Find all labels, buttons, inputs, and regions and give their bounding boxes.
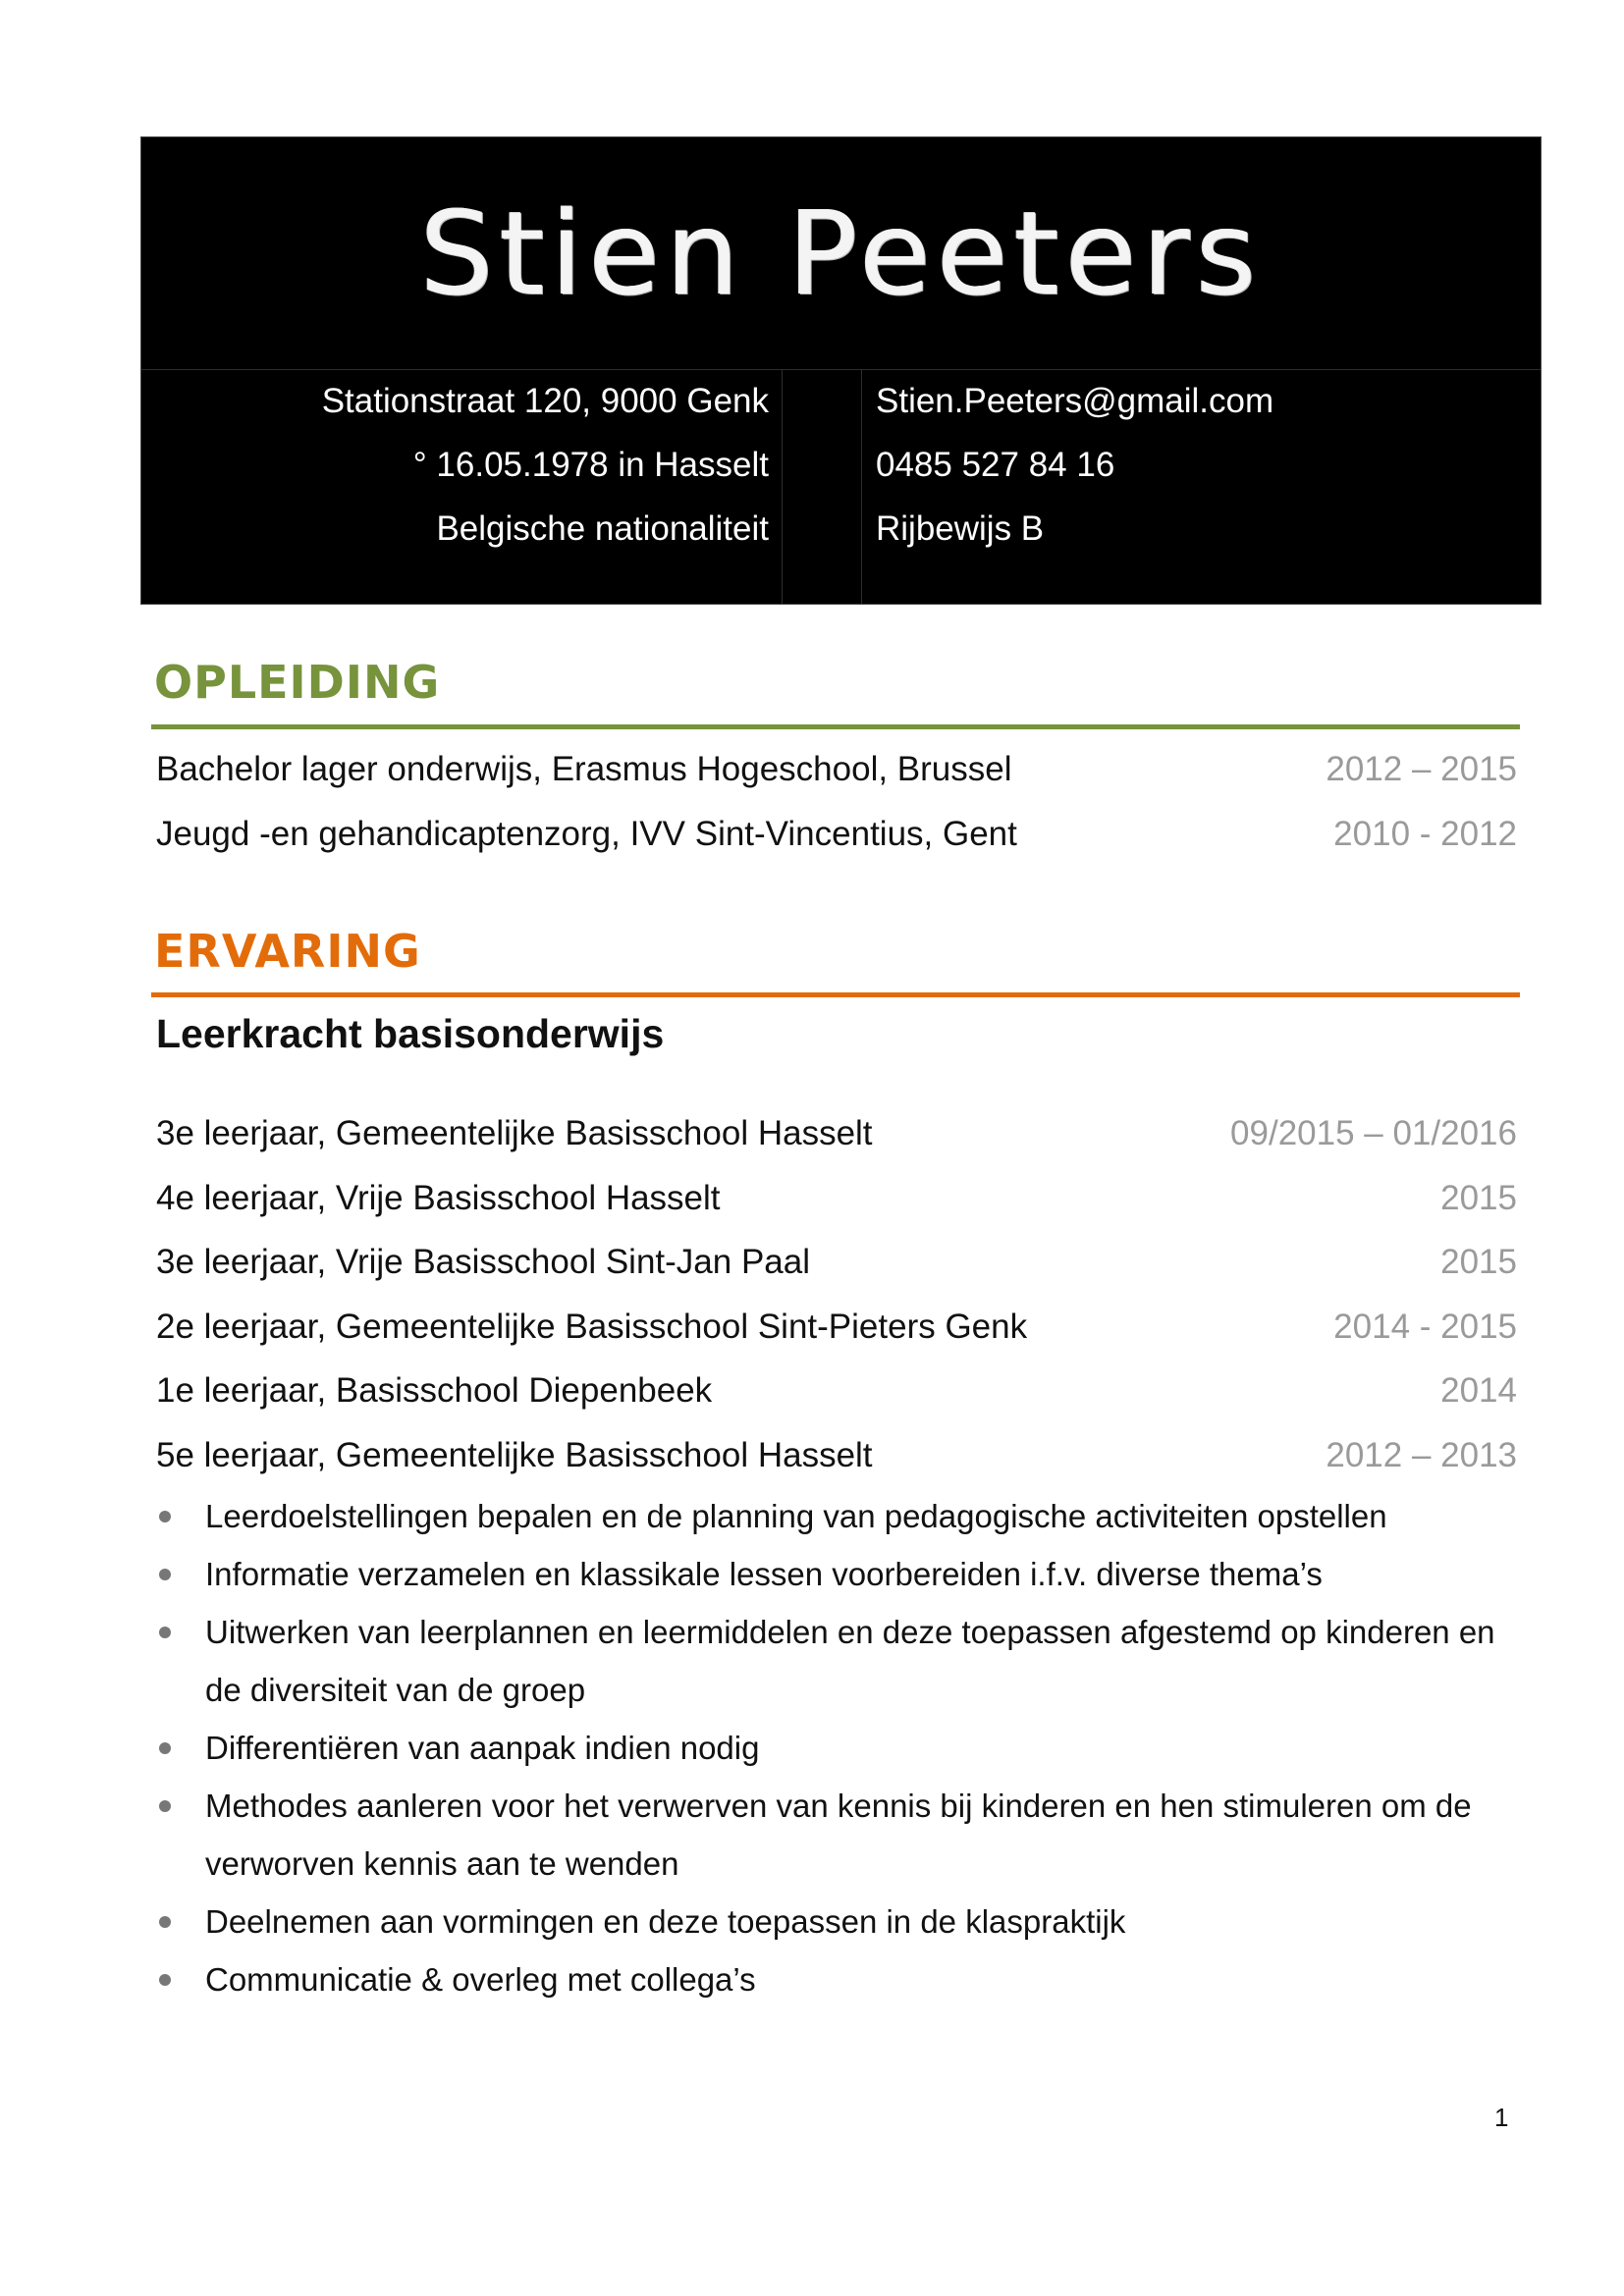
contact-right	[876, 369, 1514, 561]
experience-text: 1e leerjaar, Basisschool Diepenbeek	[156, 1371, 713, 1410]
list-item	[156, 1950, 1531, 2008]
list-item	[156, 1893, 1531, 1950]
page-number: 1	[1494, 2103, 1509, 2132]
task-list	[156, 1487, 1531, 2008]
person-name: Stien Peeters	[419, 186, 1263, 321]
experience-years: 2014 - 2015	[1333, 1308, 1517, 1346]
section-rule-opleiding	[151, 724, 1520, 729]
education-years: 2010 - 2012	[1333, 815, 1517, 853]
experience-years: 2014	[1440, 1371, 1517, 1410]
section-title-ervaring: ERVARING	[154, 925, 421, 978]
experience-row	[156, 1101, 1517, 1166]
experience-row	[156, 1423, 1517, 1488]
experience-text: 4e leerjaar, Vrije Basisschool Hasselt	[156, 1179, 721, 1217]
bullet-icon	[159, 1569, 171, 1580]
list-item	[156, 1545, 1531, 1603]
experience-row	[156, 1359, 1517, 1423]
bullet-icon	[159, 1627, 171, 1638]
experience-row	[156, 1230, 1517, 1295]
list-item-text: Communicatie & overleg met collega’s	[205, 1961, 756, 1998]
contact-left	[140, 369, 769, 561]
bullet-icon	[159, 1742, 171, 1754]
section-title-opleiding: OPLEIDING	[154, 656, 441, 709]
list-item-text: Differentiëren van aanpak indien nodig	[205, 1730, 760, 1766]
list-item	[156, 1603, 1531, 1719]
phone: 0485 527 84 16	[876, 446, 1115, 484]
list-item-text: Informatie verzamelen en klassikale lessen voorbereiden i.f.v. diverse thema’s	[205, 1556, 1323, 1592]
experience-text: 3e leerjaar, Gemeentelijke Basisschool Hasselt	[156, 1114, 873, 1152]
list-item	[156, 1487, 1531, 1545]
experience-text: 3e leerjaar, Vrije Basisschool Sint-Jan Paal	[156, 1243, 810, 1281]
nationality: Belgische nationaliteit	[436, 509, 769, 548]
section-rule-ervaring	[151, 992, 1520, 997]
bullet-icon	[159, 1511, 171, 1522]
experience-years: 09/2015 – 01/2016	[1230, 1114, 1517, 1152]
list-item-text: Uitwerken van leerplannen en leermiddelen en deze toepassen afgestemd op kinderen en de diversiteit van de groep	[205, 1614, 1495, 1708]
header-divider-vertical-left	[782, 370, 783, 604]
education-row	[156, 737, 1517, 802]
header-divider-vertical-right	[861, 370, 862, 604]
bullet-icon	[159, 1800, 171, 1812]
list-item	[156, 1719, 1531, 1777]
address: Stationstraat 120, 9000 Genk	[321, 382, 769, 420]
experience-years: 2012 – 2013	[1326, 1436, 1517, 1474]
education-years: 2012 – 2015	[1326, 750, 1517, 788]
education-text: Bachelor lager onderwijs, Erasmus Hogeschool, Brussel	[156, 750, 1012, 788]
experience-years: 2015	[1440, 1243, 1517, 1281]
email: Stien.Peeters@gmail.com	[876, 382, 1274, 420]
bullet-icon	[159, 1916, 171, 1928]
list-item	[156, 1777, 1531, 1893]
experience-row	[156, 1295, 1517, 1360]
birth-info: ° 16.05.1978 in Hasselt	[412, 446, 769, 484]
experience-text: 2e leerjaar, Gemeentelijke Basisschool Sint-Pieters Genk	[156, 1308, 1028, 1346]
list-item-text: Leerdoelstellingen bepalen en de planning van pedagogische activiteiten opstellen	[205, 1498, 1387, 1534]
list-item-text: Methodes aanleren voor het verwerven van kennis bij kinderen en hen stimuleren om de verworven kennis aan te wenden	[205, 1788, 1472, 1882]
experience-text: 5e leerjaar, Gemeentelijke Basisschool Hasselt	[156, 1436, 873, 1474]
experience-years: 2015	[1440, 1179, 1517, 1217]
experience-row	[156, 1166, 1517, 1231]
job-title: Leerkracht basisonderwijs	[156, 1011, 665, 1056]
bullet-icon	[159, 1974, 171, 1986]
drivers-license: Rijbewijs B	[876, 509, 1045, 548]
education-row	[156, 802, 1517, 867]
education-text: Jeugd -en gehandicaptenzorg, IVV Sint-Vincentius, Gent	[156, 815, 1017, 853]
list-item-text: Deelnemen aan vormingen en deze toepassen in de klaspraktijk	[205, 1903, 1126, 1940]
